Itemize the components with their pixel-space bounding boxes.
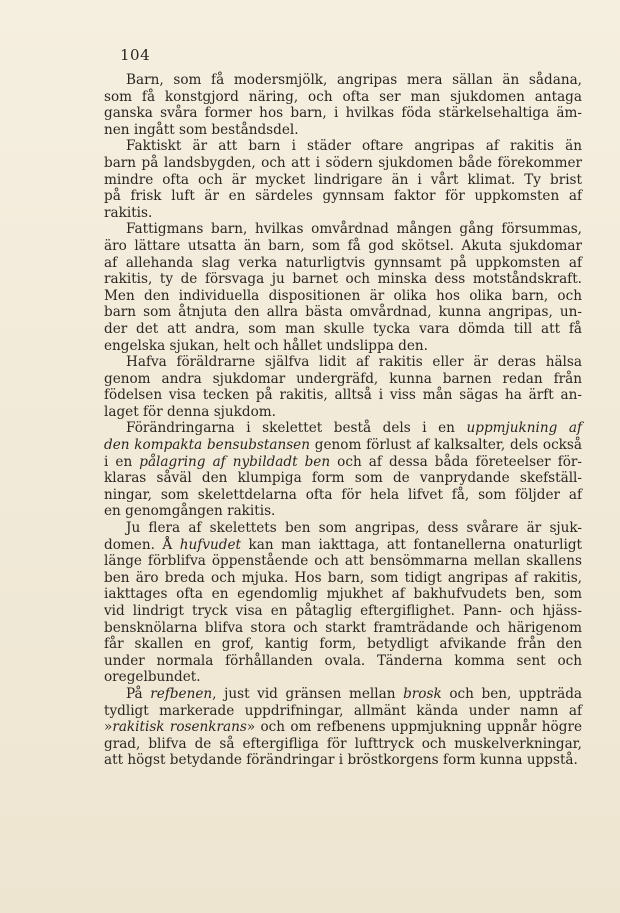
text-line: barn som åtnjuta den allra bästa omvårdnad, kunna angripas, un- (104, 304, 582, 321)
text-line: barn på landsbygden, och att i södern sjukdomen både förekommer (104, 154, 582, 171)
paragraph (104, 354, 582, 420)
paragraph (104, 420, 582, 520)
paragraph (104, 72, 582, 138)
text-line: domen. Å hufvudet kan man iakttaga, att fontanellerna onaturligt (104, 536, 582, 553)
text-line: klaras såväl den klumpiga form som de vanprydande skefställ- (104, 470, 582, 487)
text-line: länge förblifva öppenstående och att bensömmarna mellan skallens (104, 553, 582, 570)
text-line: Hafva föräldrarne själfva lidit af rakitis eller är deras hälsa (126, 354, 582, 371)
text-line: mindre ofta och är mycket lindrigare än i vårt klimat. Ty brist (104, 171, 582, 188)
paragraph (104, 138, 582, 221)
text-line: ganska svåra former hos barn, i hvilkas föda stärkelsehaltiga äm- (104, 105, 582, 122)
text-line: Fattigmans barn, hvilkas omvårdnad mången gång försummas, (126, 221, 582, 238)
text-line: den kompakta bensubstansen genom förlust af kalksalter, dels också (104, 437, 582, 454)
text-line: i en pålagring af nybildadt ben och af dessa båda företeelser för- (104, 453, 582, 470)
paragraph (104, 686, 582, 769)
text-line: laget för denna sjukdom. (104, 403, 276, 420)
text-line: ben äro breda och mjuka. Hos barn, som tidigt angripas af rakitis, (104, 569, 582, 586)
text-line: att högst betydande förändringar i bröstkorgens form kunna uppstå. (104, 752, 578, 769)
text-line: en genomgången rakitis. (104, 503, 276, 520)
page-number: 104 (120, 46, 151, 64)
text-line: Faktiskt är att barn i städer oftare angripas af rakitis än (126, 138, 582, 155)
text-line: der det att andra, som man skulle tycka vara dömda till att få (104, 320, 582, 337)
text-line: af allehanda slag verka naturligtvis gynnsamt på uppkomsten af (104, 254, 582, 271)
text-line: engelska sjukan, helt och hållet undslippa den. (104, 337, 428, 354)
text-line: födelsen visa tecken på rakitis, alltså i viss mån sägas ha ärft an- (104, 387, 582, 404)
text-line: Men den individuella dispositionen är olika hos olika barn, och (104, 287, 582, 304)
text-line: på frisk luft är en särdeles gynnsam faktor för uppkomsten af (104, 188, 582, 205)
paragraph (104, 520, 582, 686)
text-line: iakttages ofta en egendomlig mjukhet af bakhufvudets ben, som (104, 586, 582, 603)
text-line: Ju flera af skelettets ben som angripas, dess svårare är sjuk- (126, 520, 582, 537)
text-line: grad, blifva de så eftergifliga för lufttryck och muskelverkningar, (104, 735, 582, 752)
text-line: Barn, som få modersmjölk, angripas mera sällan än sådana, (126, 72, 582, 88)
text-line: rakitis. (104, 204, 153, 221)
text-line: genom andra sjukdomar undergräfd, kunna barnen redan från (104, 370, 582, 387)
text-line: Förändringarna i skelettet bestå dels i en uppmjukning af (126, 420, 582, 437)
text-line: under normala förhållanden ovala. Tänderna komma sent och (104, 652, 582, 669)
body-text (104, 72, 582, 769)
text-line: »rakitisk rosenkrans» och om refbenens uppmjukning uppnår högre (104, 719, 582, 736)
text-line: ningar, som skelettdelarna ofta för hela lifvet få, som följder af (104, 486, 582, 503)
text-line: äro lättare utsatta än barn, som få god skötsel. Akuta sjukdomar (104, 237, 582, 254)
text-line: oregelbundet. (104, 669, 201, 686)
text-line: nen ingått som beståndsdel. (104, 121, 299, 138)
text-line: som få konstgjord näring, och ofta ser man sjukdomen antaga (104, 88, 582, 105)
text-line: vid lindrigt tryck visa en påtaglig eftergiflighet. Pann- och hjäss- (104, 603, 582, 619)
text-line: På refbenen, just vid gränsen mellan brosk och ben, uppträda (126, 685, 583, 702)
text-line: får skallen en grof, kantig form, betydligt afvikande från den (104, 636, 582, 653)
paragraph (104, 221, 582, 354)
text-line: bensknölarna blifva stora och starkt framträdande och härigenom (104, 619, 582, 636)
text-line: rakitis, ty de försvaga ju barnet och minska dess motståndskraft. (104, 271, 582, 288)
text-line: tydligt markerade uppdrifningar, allmänt kända under namn af (104, 702, 582, 719)
